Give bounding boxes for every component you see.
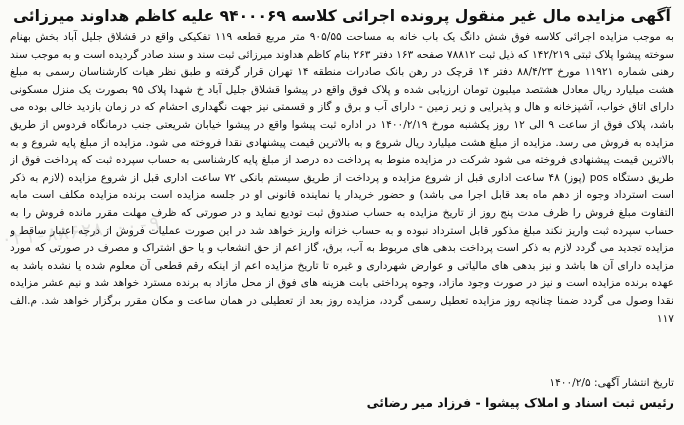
notice-body: به موجب مزایده اجرائی کلاسه فوق شش دانگ یک باب خانه به مساحت ۹۰۵/۵۵ متر مربع قطعه ۱۱۹ تفکیکی واقع در قشلاق جلیل آباد بخش بهنام سوخته پیشوا پلاک ثبتی ۱۴۲/۲۱۹ که ذیل ثبت ۷۸۸۱۲ صفحه ۱۶۳ دفتر ۲۶۳ بنام کاظم هداوند میرزائی ثبت سند و سند صادر گردیده است و به موجب سند رهنی شماره ۱۱۹۲۱ مورخ ۸۸/۴/۲۳ دفتر ۱۴ قرچک در رهن بانک صادرات منطقه ۱۴ تهران قرار گرفته و طبق نظر هیات کارشناسان رسمی به مبلغ هشت میلیارد ریال معادل هشتصد میلیون تومان ارزیابی شده و پلاک فوق واقع در پیشوا قشلاق جلیل آباد خ شهدا پلاک ۹۵ بصورت یک منزل مسکونی دارای اتاق خواب، آشپزخانه و هال و پذیرایی و زیر زمین - دارای آب و برق و گاز و قسمتی نیز جهت نگهداری احشام که در زمان بازدید خالی بوده می باشد، پلاک فوق از ساعت ۹ الی ۱۲ روز یکشنبه مورخ ۱۴۰۰/۲/۱۹ در اداره ثبت پیشوا واقع در پیشوا خیابان شریعتی جنب درمانگاه فردوس از طریق مزایده به فروش می رسد. مزایده از مبلغ هشت میلیارد ریال شروع و به بالاترین قیمت پیشنهادی نقدا فروخته می شود. مزایده از مبلغ پایه شروع و به بالاترین قیمت پیشنهادی فروخته می شود شرکت در مزایده منوط به پرداخت ده درصد از مبلغ پایه کارشناسی به حساب سپرده ثبت که پرداخت فوق از طریق دستگاه pos (پوز) ۴۸ ساعت اداری قبل از شروع مزایده و پرداخت از طریق سیستم بانکی ۷۲ ساعت اداری قبل از شروع مزایده (لازم به ذکر است استرداد وجوه از دهم ماه بعد قابل اجرا می باشد) و حضور خریدار یا نماینده قانونی او در جلسه مزایده است برنده مزایده مکلف است مابه التفاوت مبلغ فروش را ظرف مدت پنج روز از تاریخ مزایده به حساب صندوق ثبت تودیع نماید و در صورتی که ظرف مهلت مقرر مانده فروش را به حساب سپرده ثبت واریز نکند مبلغ مذکور قابل استرداد نبوده و به حساب خزانه واریز خواهد شد در این صورت عملیات فروش از درجه اعتبار ساقط و مزایده تجدید می گردد لازم به ذکر است پرداخت بدهی های مربوط به آب، برق، گاز اعم از حق انشعاب و یا حق اشتراک و مصرف در صورتی که مورد مزایده دارای آن ها باشد و نیز بدهی های مالیاتی و عوارض شهرداری و غیره تا تاریخ مزایده اعم از اینکه رقم قطعی آن معلوم شده یا نشده باشد به عهده برنده مزایده است و نیز در صورت وجود مازاد، وجوه پرداختی بابت هزینه های فوق از محل مازاد به برنده مسترد خواهد شد و نیم عشر مزایده نقدا وصول می گردد ضمنا چنانچه روز مزایده تعطیل رسمی گردد، مزایده روز بعد از تعطیلی در همان ساعت و مکان مقرر برگزار خواهد شد. م.الف ۱۱۷: [10, 31, 674, 325]
notice-title: آگهی مزایده مال غیر منقول پرونده اجرائی کلاسه ۹۴۰۰۰۶۹ علیه کاظم هداوند میرزائی: [13, 7, 671, 25]
signature: رئیس ثبت اسناد و املاک پیشوا - فرزاد میر رضائی: [366, 395, 674, 410]
publish-date: تاریخ انتشار آگهی: ۱۴۰۰/۲/۵: [549, 377, 674, 389]
phone-watermark: ۰۲۱-۸۸۶۲۸۰۰۰-۹: [0, 212, 162, 251]
